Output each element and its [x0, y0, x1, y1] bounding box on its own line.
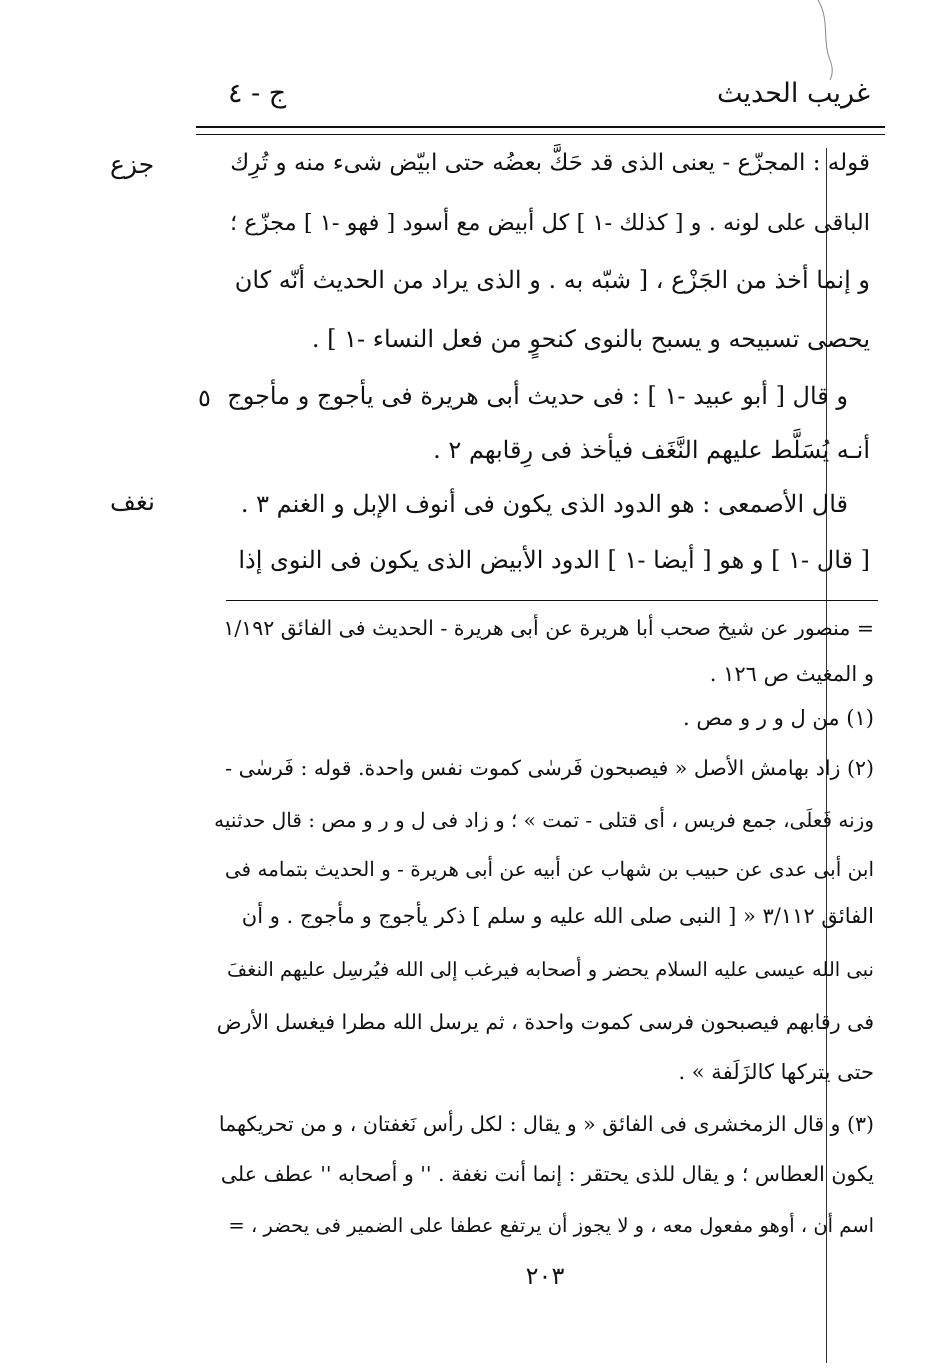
footnote-line: وزنه فَعلَى، جمع فريس ، أى قتلى - تمت » ؛ و زاد فى ل و ر و مص : قال حدثنيه: [214, 808, 874, 832]
footnotes: [214, 0, 874, 1250]
page-number: ٢٠٣: [525, 1262, 565, 1290]
body-line: أنـه يُسَلَّط عليهم النَّغَف فيأخذ فى رِقابهم ٢ .: [433, 436, 870, 464]
footnote-line: (٢) زاد بهامش الأصل « فيصبحون فَرسٰى كموت نفس واحدة. قوله : فَرسٰى -: [225, 756, 874, 780]
footnote-line: ابن أبى عدى عن حبيب بن شهاب عن أبيه عن أبى هريرة - و الحديث بتمامه فى: [224, 857, 874, 881]
footnote-line: (١) من ل و ر و مص .: [683, 706, 874, 730]
body-line: قوله : المجزّع - يعنى الذى قد حَكَّ بعضُه حتى ابيّض شىء منه و تُرِك: [230, 150, 870, 176]
margin-line-number: ٥: [198, 384, 211, 412]
running-head-title: غريب الحديث: [717, 78, 870, 109]
footnote-line: و المغيث ص ١٢٦ .: [709, 662, 874, 686]
body-line: قال الأصمعى : هو الدود الذى يكون فى أنوف الإبل و الغنم ٣ .: [240, 490, 848, 518]
body-line: الباقى على لونه . و [ كذلك -١ ] كل أبيض مع أسود [ فهو -١ ] مجزّع ؛: [229, 210, 870, 236]
footnote-line: فى رقابهم فيصبحون فرسى كموت واحدة ، ثم يرسل الله مطرا فيغسل الأرض: [216, 1010, 874, 1034]
footnote-line: (٣) و قال الزمخشرى فى الفائق « و يقال : لكل رأس نَغفتان ، و من تحريكهما: [218, 1112, 874, 1136]
footnote-line: = منصور عن شيخ صحب أبا هريرة عن أبى هريرة - الحديث فى الفائق ١/١٩٢: [223, 616, 874, 640]
margin-keyword-jaza: جزع: [110, 150, 155, 179]
footnote-line: حتى يتركها كالزَلَفة » .: [678, 1060, 874, 1084]
body-line: [ قال -١ ] و هو [ أيضا -١ ] الدود الأبيض الذى يكون فى النوى إذا: [238, 546, 870, 574]
body-line: و إنما أخذ من الجَزْع ، [ شبّه به . و الذى يراد من الحديث أنّه كان: [234, 266, 870, 294]
footnote-line: يكون العطاس ؛ و يقال للذى يحتقر : إنما أنت نغفة . '' و أصحابه '' عطف على: [220, 1162, 874, 1186]
body-line: يحصى تسبيحه و يسبح بالنوى كنحوٍ من فعل النساء -١ ] .: [311, 325, 870, 353]
footnote-line: نبى الله عيسى عليه السلام يحضر و أصحابه فيرغب إلى الله فيُرسِل عليهم النغفَ: [226, 958, 874, 981]
margin-keyword-nagaf: نغف: [110, 487, 155, 516]
running-head-volume: ج - ٤: [228, 78, 287, 109]
footnote-line: الفائق ٣/١١٢ « [ النبى صلى الله عليه و سلم ] ذكر يأجوج و مأجوج . و أن: [241, 904, 874, 928]
body-line: و قال [ أبو عبيد -١ ] : فى حديث أبى هريرة فى يأجوج و مأجوج: [227, 382, 848, 410]
footnote-line: اسم أن ، أوهو مفعول معه ، و لا يجوز أن يرتفع عطفا على الضمير فى يحضر ، =: [228, 1214, 874, 1237]
